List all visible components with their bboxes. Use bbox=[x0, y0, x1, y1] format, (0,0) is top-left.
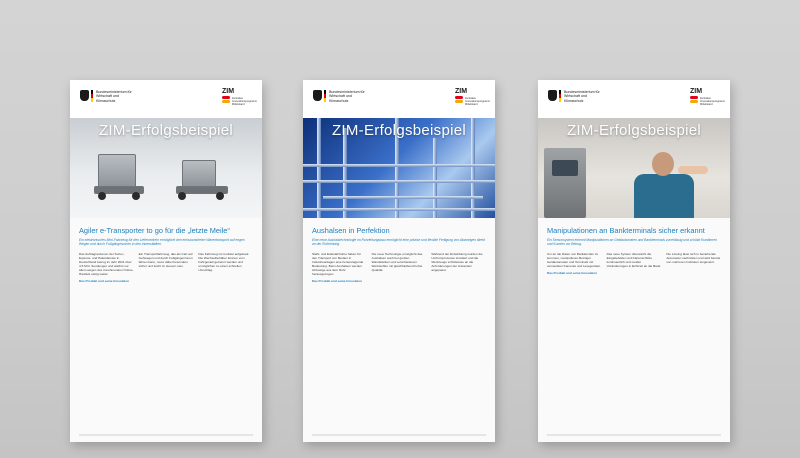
federal-eagle-icon bbox=[313, 90, 322, 101]
brochure-lead: Ein Sensorsystem erkennt Manipulationen an Geldautomaten und Bankterminals zuverlässig und schützt Kundinnen und Kunden vor Betrug. bbox=[547, 238, 717, 247]
brochure-lead: Ein elektronisches Mini-Fahrzeug für den Lieferverkehr ermöglicht den emissionsfreien Warentransport auf engen Wegen und durch Fußgängerzonen in den Innenstädten. bbox=[79, 238, 245, 247]
brochure-headline: Aushalsen in Perfektion bbox=[312, 226, 390, 235]
text-column: Das Auftragsvolumen der Kurier-, Express- und Paketdienste in Deutschland betrug im Jahr 2021 über 4,5 Mrd. Sendungen und wächst vor allem wegen des zunehmenden Online-Handels stetig weiter. Das Produkt und seine Innovation bbox=[79, 251, 134, 284]
text-column: Stahl- und Edelstahlrohre haben für den Transport von Medien in Industrieanlagen eine herausragende Bedeutung. Beim Aushalsen werden Abzweige aus dem Rohr herausgezogen. Das Produkt und seine Innovation bbox=[312, 251, 364, 284]
german-flag-icon bbox=[324, 90, 326, 102]
zim-logo: ZIM Zentrales Innovationsprogramm Mittelstand bbox=[222, 88, 258, 106]
zim-logo: ZIM Zentrales Innovationsprogramm Mittelstand bbox=[455, 88, 491, 106]
german-flag-icon bbox=[559, 90, 561, 102]
brochure-header bbox=[70, 80, 262, 118]
brochure-e-transporter bbox=[70, 80, 262, 442]
text-column: Die neue Technologie ermöglicht das Aushalsen auch bei großen Wandstärken und verschiedenen Werkstoffen mit gleichbleibend hoher Qualität. bbox=[371, 251, 423, 272]
text-column: Das Fahrzeug ist modular aufgebaut. Die Wechselbehälter können vom Fahrgestell getrennt werden und ermöglichen so einen schnellen Umschlag. bbox=[198, 251, 250, 272]
brochure-header bbox=[538, 80, 730, 118]
divider bbox=[547, 434, 721, 436]
german-flag-icon bbox=[91, 90, 93, 102]
hero-image-pipes bbox=[303, 118, 495, 218]
federal-eagle-icon bbox=[548, 90, 557, 101]
federal-eagle-icon bbox=[80, 90, 89, 101]
divider bbox=[79, 434, 253, 436]
brochure-headline: Manipulationen an Bankterminals sicher erkannt bbox=[547, 226, 705, 235]
text-column: Während der Entwicklung wurden die Umformprozesse simuliert und die Werkzeuge schrittweise an die Anforderungen der Anwender angepasst. bbox=[431, 251, 483, 272]
hero-title: ZIM-Erfolgsbeispiel bbox=[566, 122, 702, 139]
ministry-name: Bundesministerium für Wirtschaft und Klimaschutz bbox=[564, 90, 600, 103]
hero-title: ZIM-Erfolgsbeispiel bbox=[98, 122, 234, 139]
ministry-name: Bundesministerium für Wirtschaft und Klimaschutz bbox=[96, 90, 132, 103]
hero-image-atm bbox=[538, 118, 730, 218]
ministry-name: Bundesministerium für Wirtschaft und Klimaschutz bbox=[329, 90, 365, 103]
text-column: Die Lösung lässt sich in bestehende Automaten nachrüsten und wird bereits von mehreren Instituten eingesetzt. bbox=[666, 251, 721, 264]
brochure-aushalsen bbox=[303, 80, 495, 442]
text-column: Das neue System überwacht die Eingabefelder und Kartenschlitze kontinuierlich und meldet Veränderungen in Echtzeit an die Bank. bbox=[606, 251, 662, 268]
brochure-bankterminals bbox=[538, 80, 730, 442]
text-column: Um an die Daten von Bankkunden zu kommen, manipulieren Betrüger Geldautomaten und Terminals mit versteckten Kameras und Lesegeräten. Das Produkt und seine Innovation bbox=[547, 251, 602, 275]
zim-logo: ZIM Zentrales Innovationsprogramm Mittelstand bbox=[690, 88, 726, 106]
brochure-header bbox=[303, 80, 495, 118]
divider bbox=[312, 434, 486, 436]
brochure-headline: Agiler e-Transporter to go für die „letzte Meile“ bbox=[79, 226, 230, 235]
hero-image-e-transporter bbox=[70, 118, 262, 218]
text-column: Ein Transportfahrzeug, das als Cart auf Gehwegen und durch Fußgängerzonen fahren kann, muss dabei besonders sicher und leicht zu steuern sein. bbox=[138, 251, 193, 268]
brochure-lead: Eine neue Aushalstechnologie im Rohrleitungsbau ermöglicht eine präzise und flexible Fertigung von Abzweigen direkt an der Rohrleitung. bbox=[312, 238, 485, 247]
hero-title: ZIM-Erfolgsbeispiel bbox=[331, 122, 467, 139]
